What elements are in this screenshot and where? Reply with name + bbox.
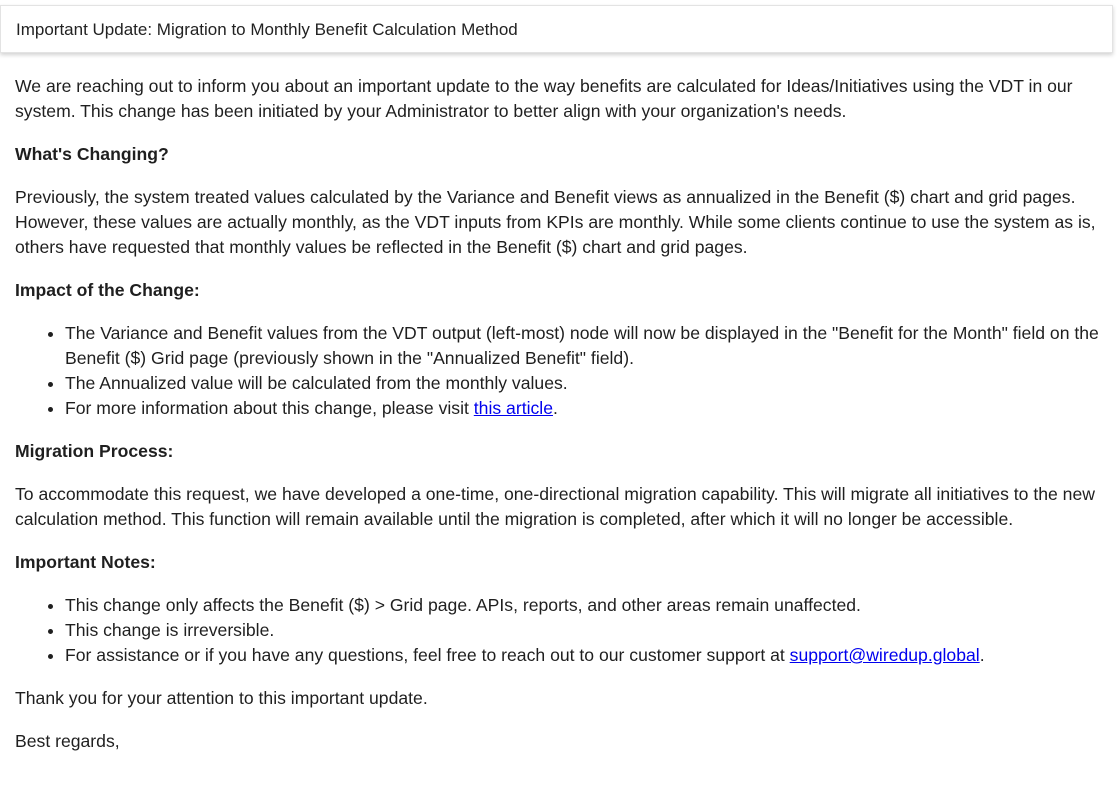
note-item: • This change only affects the Benefit ($) > Grid page. APIs, reports, and other areas remain unaffected.: [65, 593, 1105, 618]
notes-list: [15, 593, 1105, 668]
impact-item: • The Variance and Benefit values from the VDT output (left-most) node will now be displayed in the "Benefit for the Month" field on the Benefit ($) Grid page (previously shown in the "Annualized Benefit" field).: [65, 321, 1105, 371]
support-suffix: .: [979, 645, 985, 665]
support-prefix: For assistance or if you have any questions, feel free to reach out to our customer support at: [65, 645, 790, 665]
impact-item: • The Annualized value will be calculated from the monthly values.: [65, 371, 1105, 396]
impact-item-more-info: [65, 396, 1105, 421]
more-info-suffix: .: [552, 398, 558, 418]
whats-changing-text: Previously, the system treated values calculated by the Variance and Benefit views as annualized in the Benefit ($) chart and grid pages. However, these values are actually monthly, as the VDT inputs from KPIs are monthly. While some clients continue to use the system as is, others have requested that monthly values be reflected in the Benefit ($) chart and grid pages.: [15, 187, 1096, 257]
dialog-header: [0, 5, 1113, 53]
closing-text: Best regards,: [15, 731, 120, 751]
this-article-link[interactable]: this article: [473, 398, 553, 418]
dialog-title: Important Update: Migration to Monthly Benefit Calculation Method: [16, 20, 518, 39]
whats-changing-heading: What's Changing?: [15, 144, 169, 164]
message-body: [15, 62, 1105, 754]
note-item-support: [65, 643, 1105, 668]
impact-list: [15, 321, 1105, 421]
migration-heading: Migration Process:: [15, 441, 174, 461]
notes-heading: Important Notes:: [15, 552, 156, 572]
note-item: • This change is irreversible.: [65, 618, 1105, 643]
more-info-prefix: For more information about this change, please visit: [65, 398, 474, 418]
impact-heading: Impact of the Change:: [15, 280, 200, 300]
thanks-text: Thank you for your attention to this important update.: [15, 688, 428, 708]
intro-paragraph: We are reaching out to inform you about an important update to the way benefits are calculated for Ideas/Initiatives using the VDT in our system. This change has been initiated by your Administrator to better align with your organization's needs.: [15, 76, 1073, 121]
support-email-link[interactable]: support@wiredup.global: [789, 645, 980, 665]
migration-text: To accommodate this request, we have developed a one-time, one-directional migration capability. This will migrate all initiatives to the new calculation method. This function will remain available until the migration is completed, after which it will no longer be accessible.: [15, 484, 1095, 529]
